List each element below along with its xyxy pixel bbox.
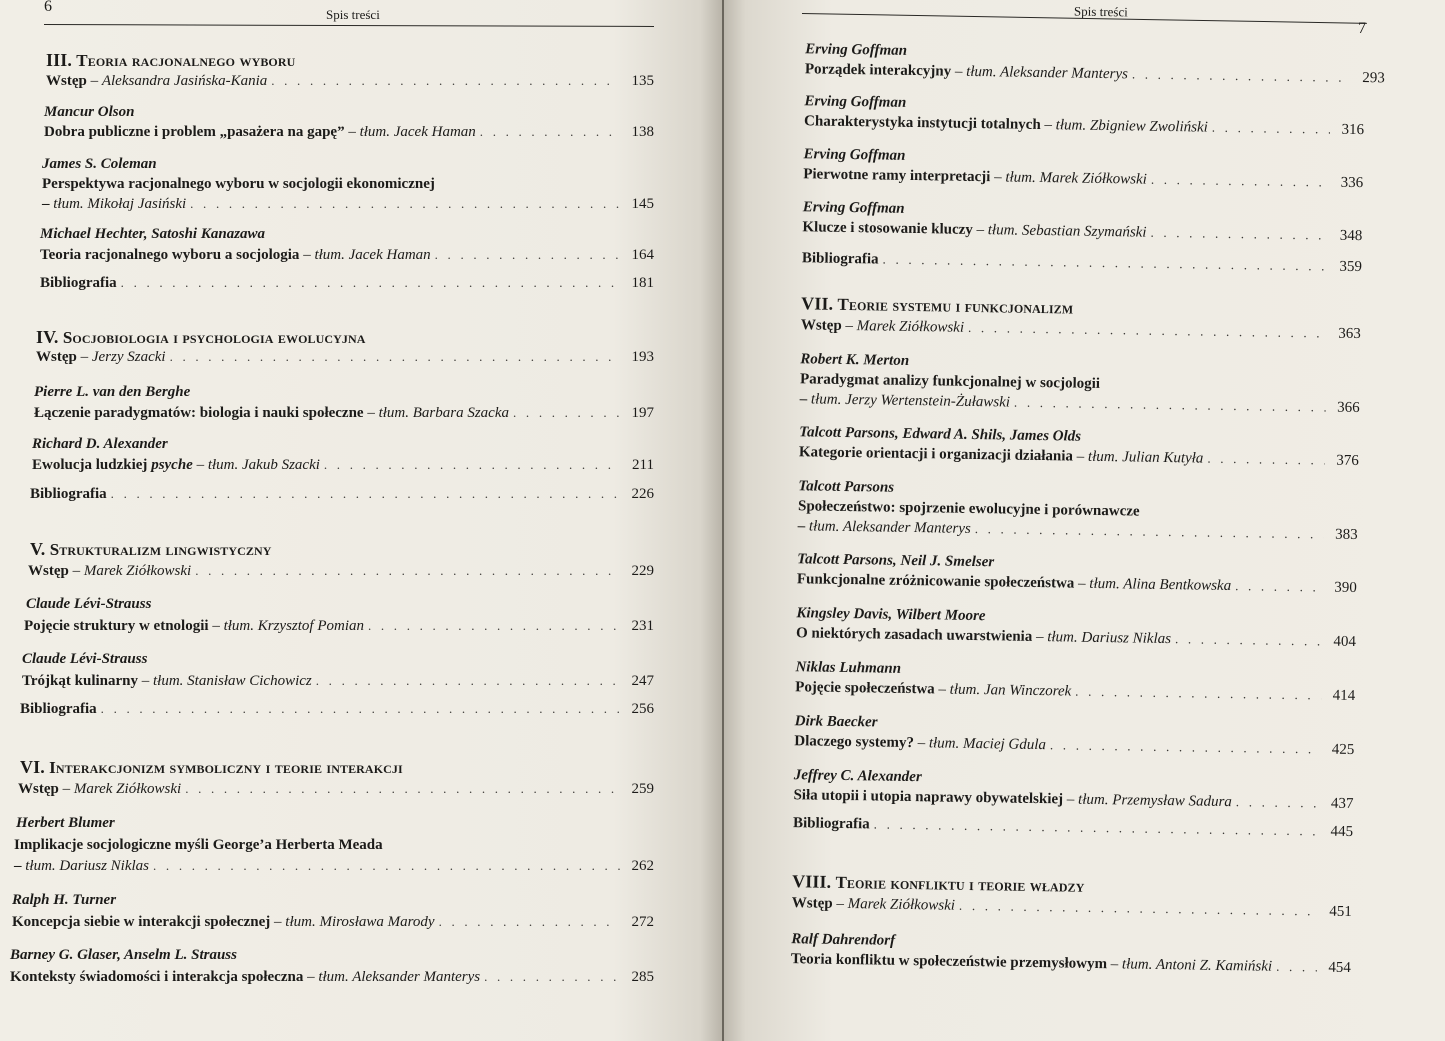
- toc-entry[interactable]: Dlaczego systemy? – tłum. Maciej Gdula . . . 425: [794, 733, 1354, 759]
- toc-entry[interactable]: Klucze i stosowanie kluczy – tłum. Sebastian Szymański . . . 348: [802, 219, 1362, 245]
- leader-dots: [480, 124, 620, 140]
- leader-dots: [170, 349, 620, 365]
- toc-entry[interactable]: Pojęcie struktury w etnologii – tłum. Krzysztof Pomian . . . 231: [24, 618, 654, 635]
- leader-dots: [101, 701, 620, 717]
- toc-entry-bibliography[interactable]: Bibliografia . . . 256: [20, 701, 654, 718]
- toc-entry[interactable]: – tłum. Jerzy Wertenstein-Żuławski . . . 366: [800, 391, 1360, 417]
- toc-entry[interactable]: – tłum. Dariusz Niklas . . . 262: [14, 858, 654, 875]
- leader-dots: [1175, 631, 1322, 649]
- leader-dots: [874, 816, 1320, 839]
- leader-dots: [1075, 684, 1321, 704]
- leader-dots: [271, 73, 620, 89]
- toc-entry-intro[interactable]: Wstęp – Jerzy Szacki . . . 193: [36, 349, 654, 366]
- leader-dots: [195, 563, 620, 579]
- toc-author: Erving Goffman: [804, 93, 907, 111]
- leader-dots: [368, 618, 620, 634]
- toc-entry[interactable]: Kategorie orientacji i organizacji działania – tłum. Julian Kutyła . . . 376: [799, 444, 1359, 470]
- leader-dots: [1132, 66, 1351, 85]
- toc-author: Talcott Parsons, Edward A. Shils, James Olds: [799, 424, 1082, 445]
- leader-dots: [975, 521, 1324, 542]
- leader-dots: [1150, 225, 1328, 244]
- toc-entry-intro[interactable]: Wstęp – Marek Ziółkowski . . . 259: [18, 781, 654, 798]
- header-rule: [44, 24, 654, 27]
- section-heading-iii: III. Teoria racjonalnego wyboru: [46, 50, 296, 70]
- toc-author: Robert K. Merton: [800, 351, 910, 369]
- leader-dots: [484, 969, 620, 985]
- running-head: Spis treści: [1073, 3, 1128, 20]
- leader-dots: [121, 275, 620, 291]
- leader-dots: [435, 247, 620, 263]
- toc-author: Claude Lévi-Strauss: [26, 596, 152, 612]
- toc-author: Dirk Baecker: [794, 713, 878, 731]
- leader-dots: [1236, 794, 1320, 811]
- toc-author: Michael Hechter, Satoshi Kanazawa: [40, 226, 266, 242]
- toc-author: Erving Goffman: [803, 146, 906, 164]
- leader-dots: [968, 320, 1327, 342]
- toc-entry[interactable]: Ewolucja ludzkiej psyche – tłum. Jakub Szacki . . . 211: [32, 457, 654, 474]
- toc-entry-bibliography[interactable]: Bibliografia . . . 359: [802, 250, 1362, 276]
- leader-dots: [1212, 120, 1330, 138]
- section-heading-vii: VII. Teorie systemu i funkcjonalizm: [801, 293, 1074, 318]
- leader-dots: [439, 914, 620, 930]
- toc-entry[interactable]: Konteksty świadomości i interakcja społeczna – tłum. Aleksander Manterys . . . 285: [10, 969, 654, 986]
- toc-entry-intro[interactable]: Wstęp – Marek Ziółkowski . . . 451: [792, 895, 1352, 921]
- right-content: [724, 0, 1445, 1041]
- toc-entry[interactable]: Trójkąt kulinarny – tłum. Stanisław Cichowicz . . . 247: [22, 673, 654, 690]
- leader-dots: [1235, 578, 1323, 595]
- leader-dots: [1276, 959, 1317, 976]
- leader-dots: [1151, 172, 1330, 191]
- toc-entry-intro[interactable]: Wstęp – Marek Ziółkowski . . . 229: [28, 563, 654, 580]
- leader-dots: [316, 673, 620, 689]
- section-heading-v: V. Strukturalizm lingwistyczny: [30, 539, 272, 559]
- section-heading-iv: IV. Socjobiologia i psychologia ewolucyjna: [36, 327, 366, 347]
- toc-author: Erving Goffman: [805, 41, 908, 59]
- left-page: [0, 0, 722, 1041]
- toc-entry[interactable]: Siła utopii i utopia naprawy obywatelskiej – tłum. Przemysław Sadura . . . 437: [793, 787, 1353, 813]
- toc-entry[interactable]: Dobra publiczne i problem „pasażera na gapę” – tłum. Jacek Haman . . . 138: [44, 124, 654, 141]
- toc-author: Barney G. Glaser, Anselm L. Strauss: [10, 947, 237, 963]
- toc-entry[interactable]: Łączenie paradygmatów: biologia i nauki społeczne – tłum. Barbara Szacka . . . 197: [34, 405, 654, 422]
- toc-entry[interactable]: Koncepcja siebie w interakcji społecznej – tłum. Mirosława Marody . . . 272: [12, 914, 654, 931]
- toc-entry-title[interactable]: Perspektywa racjonalnego wyboru w socjologii ekonomicznej: [42, 176, 435, 192]
- toc-author: Claude Lévi-Strauss: [22, 651, 148, 667]
- toc-entry-bibliography[interactable]: Bibliografia . . . 445: [793, 815, 1353, 841]
- section-heading-vi: VI. Interakcjonizm symboliczny i teorie interakcji: [20, 757, 403, 777]
- toc-author: Richard D. Alexander: [32, 436, 168, 452]
- toc-entry-bibliography[interactable]: Bibliografia . . . 226: [30, 486, 654, 503]
- toc-entry[interactable]: Pojęcie społeczeństwa – tłum. Jan Winczorek . . . 414: [795, 679, 1355, 705]
- leader-dots: [190, 196, 620, 212]
- toc-entry[interactable]: Teoria racjonalnego wyboru a socjologia – tłum. Jacek Haman . . . 164: [40, 247, 654, 264]
- leader-dots: [1014, 395, 1326, 416]
- toc-author: Mancur Olson: [44, 104, 135, 120]
- leader-dots: [882, 252, 1328, 275]
- leader-dots: [959, 898, 1318, 920]
- toc-author: Talcott Parsons: [798, 478, 895, 496]
- toc-author: Kingsley Davis, Wilbert Moore: [796, 605, 986, 625]
- toc-author: Jeffrey C. Alexander: [793, 767, 922, 786]
- toc-entry[interactable]: Charakterystyka instytucji totalnych – tłum. Zbigniew Zwoliński . . . 316: [804, 113, 1364, 139]
- toc-entry[interactable]: – tłum. Aleksander Manterys . . . 383: [798, 518, 1358, 544]
- toc-entry[interactable]: Pierwotne ramy interpretacji – tłum. Marek Ziółkowski . . . 336: [803, 166, 1363, 192]
- toc-author: Ralf Dahrendorf: [791, 931, 896, 949]
- toc-entry[interactable]: Porządek interakcyjny – tłum. Aleksander Manterys . . . 293: [805, 61, 1385, 87]
- toc-entry-title[interactable]: Paradygmat analizy funkcjonalnej w socjologii: [799, 371, 1101, 392]
- page-number: 7: [1358, 20, 1366, 37]
- toc-author: Pierre L. van den Berghe: [34, 384, 191, 400]
- toc-entry-intro[interactable]: Wstęp – Marek Ziółkowski . . . 363: [801, 317, 1361, 343]
- toc-author: Niklas Luhmann: [795, 659, 902, 677]
- toc-entry[interactable]: O niektórych zasadach uwarstwienia – tłum. Dariusz Niklas . . . 404: [796, 625, 1356, 651]
- toc-entry[interactable]: – tłum. Mikołaj Jasiński . . . 145: [42, 196, 654, 213]
- toc-entry-title[interactable]: Implikacje socjologiczne myśli George’a Herberta Meada: [14, 837, 383, 853]
- leader-dots: [153, 858, 620, 874]
- leader-dots: [185, 781, 620, 797]
- leader-dots: [324, 457, 620, 473]
- toc-author: Ralph H. Turner: [12, 892, 117, 908]
- toc-author: Herbert Blumer: [16, 815, 115, 831]
- toc-entry[interactable]: Teoria konfliktu w społeczeństwie przemysłowym – tłum. Antoni Z. Kamiński . . . 454: [791, 951, 1351, 977]
- toc-author: Erving Goffman: [802, 199, 905, 217]
- leader-dots: [1050, 737, 1321, 757]
- toc-author: Talcott Parsons, Neil J. Smelser: [797, 551, 995, 571]
- toc-entry-intro[interactable]: Wstęp – Aleksandra Jasińska-Kania . . . 135: [46, 73, 654, 90]
- running-head: Spis treści: [326, 7, 380, 22]
- toc-author: James S. Coleman: [42, 156, 157, 172]
- page-number: 6: [44, 0, 52, 15]
- right-page: [724, 0, 1445, 1041]
- leader-dots: [513, 405, 620, 421]
- leader-dots: [111, 486, 620, 502]
- section-heading-viii: VIII. Teorie konfliktu i teorie władzy: [792, 871, 1085, 896]
- toc-entry-bibliography[interactable]: Bibliografia . . . 181: [40, 275, 654, 292]
- toc-entry-title[interactable]: Społeczeństwo: spojrzenie ewolucyjne i porównawcze: [797, 498, 1140, 520]
- toc-entry[interactable]: Funkcjonalne zróżnicowanie społeczeństwa – tłum. Alina Bentkowska . . . 390: [797, 571, 1357, 597]
- leader-dots: [1207, 451, 1325, 469]
